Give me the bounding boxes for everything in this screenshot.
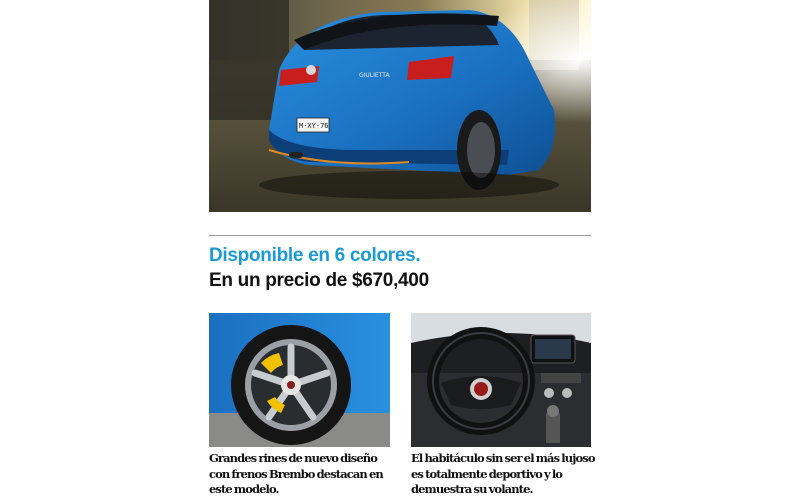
- giulietta-badge: GIULIETTA: [359, 72, 390, 79]
- interior-photo: [411, 313, 591, 447]
- wheel-photo: [209, 313, 390, 447]
- steering-wheel-illustration: [411, 313, 591, 447]
- wheel-illustration: [209, 313, 390, 447]
- car-rear-illustration: [209, 0, 591, 212]
- section-divider: [209, 235, 591, 236]
- interior-caption: El habitáculo sin ser el más lujoso es totalmente deportivo y lo demuestra su volante.: [411, 451, 595, 496]
- hero-car-photo: [209, 0, 591, 212]
- price-headline: En un precio de $670,400: [209, 270, 429, 291]
- license-plate-text: M·XY·76: [299, 122, 329, 130]
- colors-headline: Disponible en 6 colores.: [209, 245, 421, 266]
- wheel-caption: Grandes rines de nuevo diseño con frenos Brembo destacan en este modelo.: [209, 451, 383, 496]
